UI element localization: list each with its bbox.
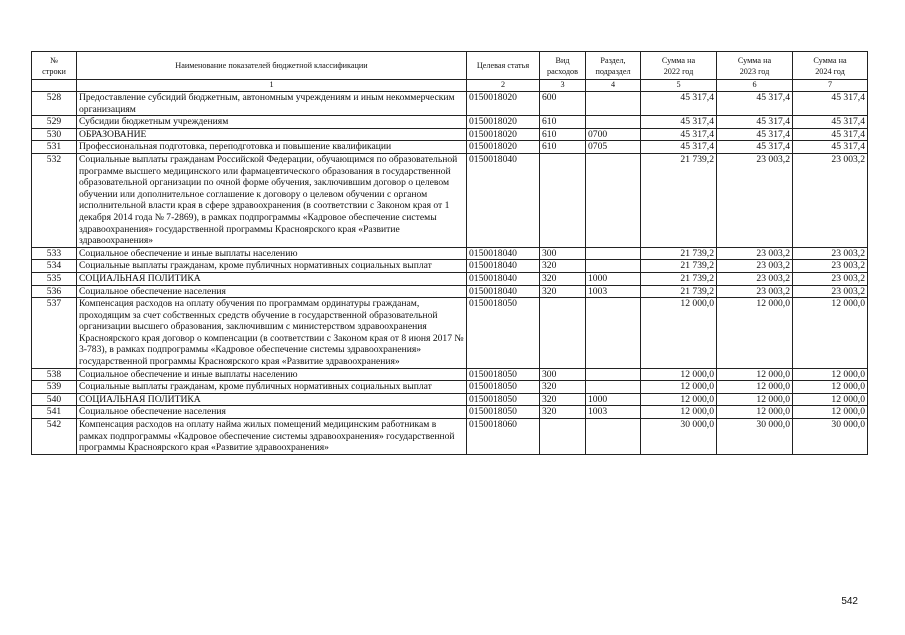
sum-2023-cell: 12 000,0 [717, 298, 793, 369]
target-article-cell: 0150018020 [467, 128, 540, 141]
target-article-cell: 0150018040 [467, 153, 540, 247]
row-number-cell: 532 [32, 153, 77, 247]
section-cell: 0705 [586, 141, 641, 154]
section-cell [586, 116, 641, 129]
sum-2024-cell: 23 003,2 [793, 247, 868, 260]
target-article-cell: 0150018020 [467, 141, 540, 154]
table-row [32, 260, 868, 273]
header-row-number: № строки [32, 52, 77, 80]
sum-2022-cell: 12 000,0 [641, 381, 717, 394]
sum-2024-cell: 12 000,0 [793, 368, 868, 381]
section-cell: 1000 [586, 393, 641, 406]
sum-2023-cell: 45 317,4 [717, 116, 793, 129]
header-sum-2023: Сумма на 2023 год [717, 52, 793, 80]
expense-type-cell: 320 [540, 272, 586, 285]
row-number-cell: 528 [32, 92, 77, 116]
sum-2024-cell: 45 317,4 [793, 128, 868, 141]
indicator-name-cell: Социальные выплаты гражданам Российской Федерации, обучающимся по образовательной программе высшего медицинского или фармацевтического образования в государственной образовательной организации по очной форме обучения, заключившим договор о целевом обучении или дополнительное соглашение к договору о целевом обучении с органом исполнительной власти края в сфере здравоохранения (в соответствии с Законом края от 1 декабря 2014 года № 7-2869), в рамках подпрограммы «Кадровое обеспечение системы здравоохранения» государственной программы Красноярского края «Развитие здравоохранения» [77, 153, 467, 247]
section-cell [586, 381, 641, 394]
expense-type-cell [540, 153, 586, 247]
expense-type-cell: 320 [540, 406, 586, 419]
indicator-name-cell: Предоставление субсидий бюджетным, автономным учреждениям и иным некоммерческим организациям [77, 92, 467, 116]
sum-2022-cell: 21 739,2 [641, 260, 717, 273]
header-indicator-name: Наименование показателей бюджетной классификации [77, 52, 467, 80]
table-row [32, 393, 868, 406]
table-row [32, 272, 868, 285]
indicator-name-cell: Социальное обеспечение населения [77, 406, 467, 419]
indicator-name-cell: СОЦИАЛЬНАЯ ПОЛИТИКА [77, 393, 467, 406]
row-number-cell: 542 [32, 419, 77, 455]
target-article-cell: 0150018050 [467, 298, 540, 369]
column-index-cell: 3 [540, 80, 586, 92]
sum-2022-cell: 21 739,2 [641, 285, 717, 298]
table-header-row [32, 52, 868, 80]
row-number-cell: 534 [32, 260, 77, 273]
indicator-name-cell: Социальные выплаты гражданам, кроме публичных нормативных социальных выплат [77, 260, 467, 273]
target-article-cell: 0150018060 [467, 419, 540, 455]
sum-2024-cell: 12 000,0 [793, 406, 868, 419]
table-row [32, 381, 868, 394]
sum-2024-cell: 12 000,0 [793, 381, 868, 394]
sum-2023-cell: 23 003,2 [717, 260, 793, 273]
section-cell [586, 247, 641, 260]
column-index-cell [32, 80, 77, 92]
indicator-name-cell: Компенсация расходов на оплату найма жилых помещений медицинским работникам в рамках подпрограммы «Кадровое обеспечение системы здравоохранения» государственной программы Красноярского края «Развитие здравоохранения» [77, 419, 467, 455]
target-article-cell: 0150018040 [467, 247, 540, 260]
expense-type-cell [540, 419, 586, 455]
table-row [32, 298, 868, 369]
row-number-cell: 530 [32, 128, 77, 141]
table-row [32, 153, 868, 247]
indicator-name-cell: ОБРАЗОВАНИЕ [77, 128, 467, 141]
sum-2024-cell: 45 317,4 [793, 116, 868, 129]
sum-2023-cell: 12 000,0 [717, 406, 793, 419]
expense-type-cell: 610 [540, 128, 586, 141]
table-body [32, 92, 868, 455]
sum-2024-cell: 23 003,2 [793, 260, 868, 273]
sum-2022-cell: 21 739,2 [641, 153, 717, 247]
target-article-cell: 0150018040 [467, 285, 540, 298]
column-index-cell: 2 [467, 80, 540, 92]
header-sum-2024: Сумма на 2024 год [793, 52, 868, 80]
sum-2023-cell: 45 317,4 [717, 128, 793, 141]
sum-2022-cell: 45 317,4 [641, 116, 717, 129]
expense-type-cell: 320 [540, 285, 586, 298]
row-number-cell: 531 [32, 141, 77, 154]
sum-2024-cell: 12 000,0 [793, 393, 868, 406]
target-article-cell: 0150018050 [467, 381, 540, 394]
row-number-cell: 539 [32, 381, 77, 394]
sum-2023-cell: 12 000,0 [717, 381, 793, 394]
expense-type-cell: 320 [540, 381, 586, 394]
indicator-name-cell: Социальное обеспечение и иные выплаты населению [77, 368, 467, 381]
sum-2024-cell: 23 003,2 [793, 153, 868, 247]
row-number-cell: 535 [32, 272, 77, 285]
row-number-cell: 540 [32, 393, 77, 406]
sum-2024-cell: 30 000,0 [793, 419, 868, 455]
row-number-cell: 529 [32, 116, 77, 129]
sum-2022-cell: 12 000,0 [641, 406, 717, 419]
target-article-cell: 0150018040 [467, 272, 540, 285]
section-cell [586, 419, 641, 455]
sum-2022-cell: 12 000,0 [641, 298, 717, 369]
target-article-cell: 0150018020 [467, 116, 540, 129]
table-row [32, 406, 868, 419]
table-row [32, 116, 868, 129]
sum-2023-cell: 23 003,2 [717, 153, 793, 247]
section-cell [586, 92, 641, 116]
column-index-row [32, 80, 868, 92]
indicator-name-cell: СОЦИАЛЬНАЯ ПОЛИТИКА [77, 272, 467, 285]
expense-type-cell: 320 [540, 260, 586, 273]
column-index-cell: 4 [586, 80, 641, 92]
budget-table [31, 51, 868, 455]
row-number-cell: 536 [32, 285, 77, 298]
header-expense-type: Вид расходов [540, 52, 586, 80]
sum-2023-cell: 45 317,4 [717, 92, 793, 116]
column-index-cell: 6 [717, 80, 793, 92]
table-row [32, 128, 868, 141]
target-article-cell: 0150018040 [467, 260, 540, 273]
sum-2023-cell: 12 000,0 [717, 393, 793, 406]
sum-2022-cell: 12 000,0 [641, 368, 717, 381]
section-cell: 0700 [586, 128, 641, 141]
section-cell [586, 298, 641, 369]
row-number-cell: 541 [32, 406, 77, 419]
indicator-name-cell: Социальное обеспечение населения [77, 285, 467, 298]
sum-2023-cell: 23 003,2 [717, 247, 793, 260]
page-number: 542 [841, 596, 858, 607]
row-number-cell: 537 [32, 298, 77, 369]
sum-2024-cell: 23 003,2 [793, 272, 868, 285]
section-cell: 1000 [586, 272, 641, 285]
sum-2023-cell: 12 000,0 [717, 368, 793, 381]
target-article-cell: 0150018050 [467, 393, 540, 406]
section-cell [586, 260, 641, 273]
table-row [32, 141, 868, 154]
expense-type-cell: 610 [540, 141, 586, 154]
table-row [32, 92, 868, 116]
target-article-cell: 0150018020 [467, 92, 540, 116]
table-row [32, 247, 868, 260]
header-target-article: Целевая статья [467, 52, 540, 80]
sum-2024-cell: 45 317,4 [793, 141, 868, 154]
target-article-cell: 0150018050 [467, 368, 540, 381]
indicator-name-cell: Компенсация расходов на оплату обучения по программам ординатуры гражданам, проходящим за счет собственных средств обучение в государственной образовательной организации высшего образования, заключившим с министерством здравоохранения Красноярского края договор о компенсации (в соответствии с Законом края от 8 июня 2017 № 3-783), в рамках подпрограммы «Кадровое обеспечение системы здравоохранения» государственной программы Красноярского края «Развитие здравоохранения» [77, 298, 467, 369]
table-row [32, 285, 868, 298]
section-cell [586, 368, 641, 381]
sum-2022-cell: 30 000,0 [641, 419, 717, 455]
target-article-cell: 0150018050 [467, 406, 540, 419]
expense-type-cell [540, 298, 586, 369]
sum-2022-cell: 21 739,2 [641, 247, 717, 260]
sum-2022-cell: 12 000,0 [641, 393, 717, 406]
indicator-name-cell: Социальное обеспечение и иные выплаты населению [77, 247, 467, 260]
header-section: Раздел, подраздел [586, 52, 641, 80]
section-cell [586, 153, 641, 247]
sum-2023-cell: 23 003,2 [717, 285, 793, 298]
sum-2023-cell: 23 003,2 [717, 272, 793, 285]
column-index-cell: 5 [641, 80, 717, 92]
expense-type-cell: 600 [540, 92, 586, 116]
section-cell: 1003 [586, 406, 641, 419]
sum-2022-cell: 45 317,4 [641, 141, 717, 154]
sum-2022-cell: 21 739,2 [641, 272, 717, 285]
row-number-cell: 538 [32, 368, 77, 381]
row-number-cell: 533 [32, 247, 77, 260]
expense-type-cell: 610 [540, 116, 586, 129]
indicator-name-cell: Субсидии бюджетным учреждениям [77, 116, 467, 129]
header-sum-2022: Сумма на 2022 год [641, 52, 717, 80]
section-cell: 1003 [586, 285, 641, 298]
table-row [32, 419, 868, 455]
sum-2024-cell: 23 003,2 [793, 285, 868, 298]
indicator-name-cell: Профессиональная подготовка, переподготовка и повышение квалификации [77, 141, 467, 154]
expense-type-cell: 300 [540, 247, 586, 260]
column-index-cell: 7 [793, 80, 868, 92]
sum-2022-cell: 45 317,4 [641, 128, 717, 141]
sum-2022-cell: 45 317,4 [641, 92, 717, 116]
expense-type-cell: 300 [540, 368, 586, 381]
sum-2024-cell: 45 317,4 [793, 92, 868, 116]
sum-2023-cell: 45 317,4 [717, 141, 793, 154]
column-index-cell: 1 [77, 80, 467, 92]
sum-2024-cell: 12 000,0 [793, 298, 868, 369]
indicator-name-cell: Социальные выплаты гражданам, кроме публичных нормативных социальных выплат [77, 381, 467, 394]
sum-2023-cell: 30 000,0 [717, 419, 793, 455]
table-row [32, 368, 868, 381]
expense-type-cell: 320 [540, 393, 586, 406]
